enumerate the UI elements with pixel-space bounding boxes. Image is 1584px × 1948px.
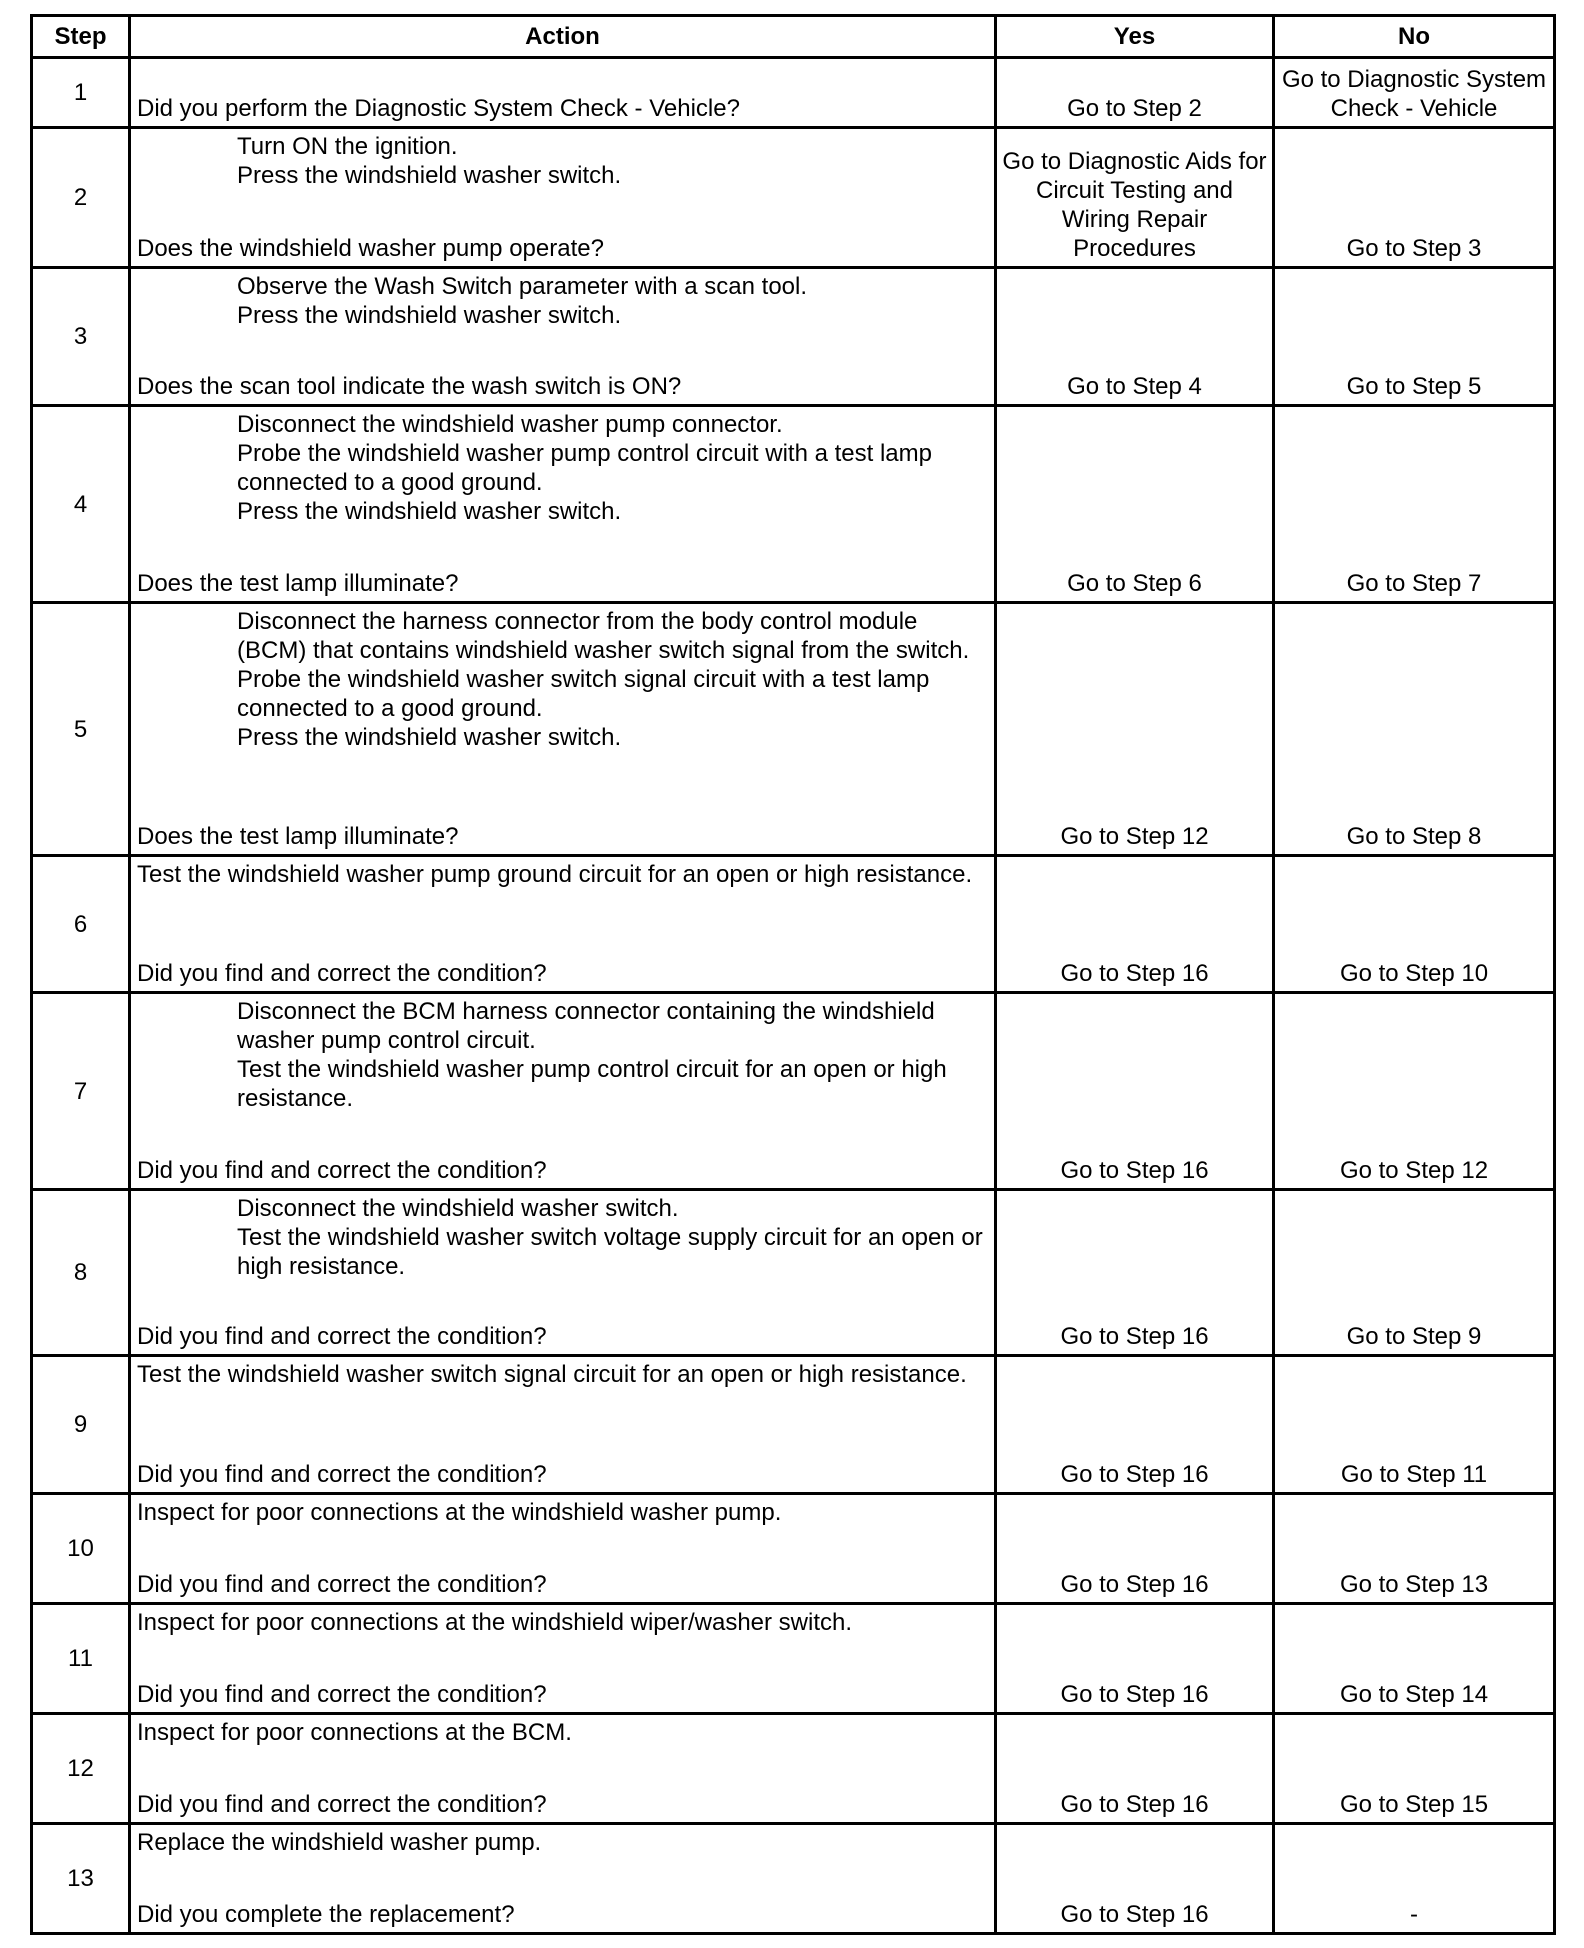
no-result: Go to Step 5 [1274, 268, 1555, 406]
action-question: Did you find and correct the condition? [137, 1571, 547, 1598]
action-cell [130, 856, 996, 993]
action-question: Did you find and correct the condition? [137, 1461, 547, 1488]
header-action: Action [130, 16, 996, 58]
action-question: Did you find and correct the condition? [137, 1791, 547, 1818]
yes-result: Go to Step 16 [996, 1714, 1274, 1824]
step-number: 11 [32, 1604, 130, 1714]
action-step: Disconnect the windshield washer pump connector. [237, 411, 783, 438]
action-step: Probe the windshield washer switch signal circuit with a test lamp connected to a good ground. [237, 666, 930, 722]
action-step: Observe the Wash Switch parameter with a scan tool. [237, 273, 808, 300]
yes-result: Go to Step 2 [996, 58, 1274, 128]
action-question: Does the test lamp illuminate? [137, 570, 459, 597]
action-step: Press the windshield washer switch. [237, 162, 622, 189]
action-instruction: Replace the windshield washer pump. [137, 1829, 542, 1856]
step-number: 5 [32, 603, 130, 856]
action-cell [130, 603, 996, 856]
yes-result: Go to Step 16 [996, 1604, 1274, 1714]
step-number: 4 [32, 406, 130, 603]
action-question: Did you find and correct the condition? [137, 1323, 547, 1350]
action-question: Did you find and correct the condition? [137, 1157, 547, 1184]
table-row [32, 1824, 1555, 1934]
action-cell [130, 1714, 996, 1824]
action-instruction: Inspect for poor connections at the windshield washer pump. [137, 1499, 782, 1526]
table-row [32, 58, 1555, 128]
yes-result: Go to Step 4 [996, 268, 1274, 406]
no-result: - [1274, 1824, 1555, 1934]
action-step: Press the windshield washer switch. [237, 302, 622, 329]
action-step: Press the windshield washer switch. [237, 498, 622, 525]
action-cell [130, 1604, 996, 1714]
header-step: Step [32, 16, 130, 58]
action-cell [130, 58, 996, 128]
action-step: Press the windshield washer switch. [237, 724, 622, 751]
yes-result: Go to Diagnostic Aids for Circuit Testing and Wiring Repair Procedures [996, 128, 1274, 268]
table-row [32, 993, 1555, 1190]
action-cell [130, 1494, 996, 1604]
action-step: Disconnect the windshield washer switch. [237, 1195, 679, 1222]
table-row [32, 1494, 1555, 1604]
yes-result: Go to Step 16 [996, 1824, 1274, 1934]
action-step: Test the windshield washer pump control circuit for an open or high resistance. [237, 1056, 947, 1112]
no-result: Go to Diagnostic System Check - Vehicle [1274, 58, 1555, 128]
no-result: Go to Step 14 [1274, 1604, 1555, 1714]
yes-result: Go to Step 6 [996, 406, 1274, 603]
action-cell [130, 268, 996, 406]
header-no: No [1274, 16, 1555, 58]
header-yes: Yes [996, 16, 1274, 58]
action-cell [130, 1190, 996, 1356]
table-row [32, 1714, 1555, 1824]
table-row [32, 603, 1555, 856]
step-number: 10 [32, 1494, 130, 1604]
table-row [32, 1604, 1555, 1714]
yes-result: Go to Step 16 [996, 1494, 1274, 1604]
action-instruction: Inspect for poor connections at the BCM. [137, 1719, 572, 1746]
step-number: 2 [32, 128, 130, 268]
step-number: 1 [32, 58, 130, 128]
action-question: Does the windshield washer pump operate? [137, 235, 604, 262]
action-step: Probe the windshield washer pump control circuit with a test lamp connected to a good ground. [237, 440, 932, 496]
table-row [32, 856, 1555, 993]
action-question: Did you complete the replacement? [137, 1901, 515, 1928]
table-row [32, 128, 1555, 268]
table-row [32, 1356, 1555, 1494]
no-result: Go to Step 3 [1274, 128, 1555, 268]
table-row [32, 1190, 1555, 1356]
action-question: Did you find and correct the condition? [137, 1681, 547, 1708]
table-row [32, 406, 1555, 603]
action-instruction: Inspect for poor connections at the windshield wiper/washer switch. [137, 1609, 853, 1636]
action-question: Does the scan tool indicate the wash switch is ON? [137, 373, 682, 400]
step-number: 12 [32, 1714, 130, 1824]
action-step: Turn ON the ignition. [237, 133, 458, 160]
no-result: Go to Step 13 [1274, 1494, 1555, 1604]
action-cell [130, 1824, 996, 1934]
no-result: Go to Step 10 [1274, 856, 1555, 993]
no-result: Go to Step 9 [1274, 1190, 1555, 1356]
action-cell [130, 1356, 996, 1494]
diagnostic-table [30, 14, 1556, 1935]
step-number: 8 [32, 1190, 130, 1356]
action-question: Did you perform the Diagnostic System Check - Vehicle? [137, 95, 740, 122]
action-step: Disconnect the BCM harness connector containing the windshield washer pump control circuit. [237, 998, 935, 1054]
yes-result: Go to Step 16 [996, 993, 1274, 1190]
step-number: 3 [32, 268, 130, 406]
no-result: Go to Step 7 [1274, 406, 1555, 603]
table-row [32, 268, 1555, 406]
header-row [32, 16, 1555, 58]
action-step: Disconnect the harness connector from the body control module (BCM) that contains windshield washer switch signal from the switch. [237, 608, 970, 664]
no-result: Go to Step 12 [1274, 993, 1555, 1190]
no-result: Go to Step 8 [1274, 603, 1555, 856]
action-question: Does the test lamp illuminate? [137, 823, 459, 850]
action-instruction: Test the windshield washer pump ground circuit for an open or high resistance. [137, 861, 973, 888]
action-step: Test the windshield washer switch voltage supply circuit for an open or high resistance. [237, 1224, 983, 1280]
action-cell [130, 128, 996, 268]
action-cell [130, 406, 996, 603]
action-question: Did you find and correct the condition? [137, 960, 547, 987]
no-result: Go to Step 15 [1274, 1714, 1555, 1824]
step-number: 7 [32, 993, 130, 1190]
step-number: 9 [32, 1356, 130, 1494]
action-cell [130, 993, 996, 1190]
step-number: 6 [32, 856, 130, 993]
yes-result: Go to Step 16 [996, 1356, 1274, 1494]
yes-result: Go to Step 16 [996, 1190, 1274, 1356]
action-instruction: Test the windshield washer switch signal circuit for an open or high resistance. [137, 1361, 967, 1388]
no-result: Go to Step 11 [1274, 1356, 1555, 1494]
yes-result: Go to Step 12 [996, 603, 1274, 856]
step-number: 13 [32, 1824, 130, 1934]
yes-result: Go to Step 16 [996, 856, 1274, 993]
